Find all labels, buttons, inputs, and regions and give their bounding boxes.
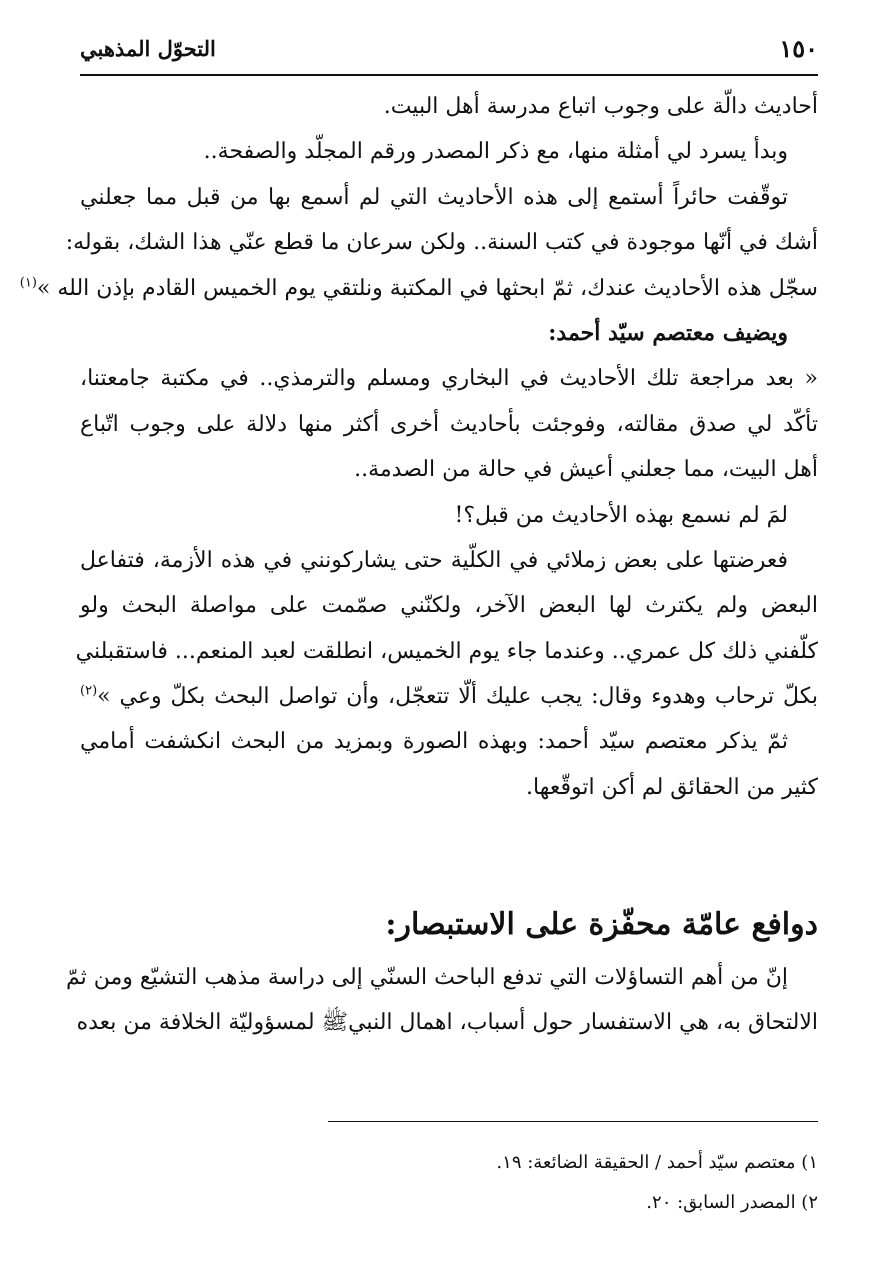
footnote-ref-1: (١) bbox=[19, 275, 37, 291]
text-line: فعرضتها على بعض زملائي في الكلّية حتى يشاركونني في هذه الأزمة، فتفاعل bbox=[80, 547, 788, 573]
text-line: ثمّ يذكر معتصم سيّد أحمد: وبهذه الصورة وبمزيد من البحث انكشفت أمامي bbox=[80, 729, 788, 755]
text-line: الالتحاق به، هي الاستفسار حول أسباب، اهمال النبيﷺ لمسؤوليّة الخلافة من بعده bbox=[76, 1010, 818, 1036]
page-header bbox=[80, 30, 818, 76]
main-text bbox=[19, 84, 818, 810]
section-text bbox=[66, 955, 818, 1046]
footnote-divider bbox=[328, 1121, 818, 1122]
text-line: وبدأ يسرد لي أمثلة منها، مع ذكر المصدر ورقم المجلّد والصفحة.. bbox=[203, 139, 788, 165]
text-line: البعض ولم يكترث لها البعض الآخر، ولكنّني صمّمت على مواصلة البحث ولو bbox=[80, 593, 818, 619]
text-line: « بعد مراجعة تلك الأحاديث في البخاري ومسلم والترمذي.. في مكتبة جامعتنا، bbox=[80, 366, 818, 392]
text-line: بكلّ ترحاب وهدوء وقال: يجب عليك ألّا تتعجّل، وأن تواصل البحث بكلّ وعي » bbox=[97, 684, 818, 710]
page-number: ١٥٠ bbox=[779, 34, 818, 63]
text-line-with-footnote bbox=[19, 266, 818, 311]
running-title: التحوّل المذهبي bbox=[80, 36, 216, 61]
footnote-ref-2: (٢) bbox=[80, 683, 98, 699]
text-line: أحاديث دالّة على وجوب اتباع مدرسة أهل البيت. bbox=[383, 94, 818, 119]
text-line-with-footnote bbox=[80, 674, 818, 719]
section-heading: دوافع عامّة محفّزة على الاستبصار: bbox=[385, 907, 818, 942]
text-line: إنّ من أهم التساؤلات التي تدفع الباحث السنّي إلى دراسة مذهب التشيّع ومن ثمّ bbox=[66, 965, 788, 990]
text-line: كثير من الحقائق لم أكن اتوقّعها. bbox=[526, 774, 818, 800]
text-line: توقّفت حائراً أستمع إلى هذه الأحاديث التي لم أسمع بها من قبل مما جعلني bbox=[80, 184, 788, 210]
text-line: لمَ لم نسمع بهذه الأحاديث من قبل؟! bbox=[454, 502, 788, 528]
text-line: ويضيف معتصم سيّد أحمد: bbox=[548, 319, 788, 346]
text-line: كلّفني ذلك كل عمري.. وعندما جاء يوم الخميس، انطلقت لعبد المنعم... فاستقبلني bbox=[75, 638, 818, 664]
text-line: تأكّد لي صدق مقالته، وفوجئت بأحاديث أخرى أكثر منها دلالة على وجوب اتّباع bbox=[80, 411, 818, 437]
text-line: أشك في أنّها موجودة في كتب السنة.. ولكن سرعان ما قطع عنّي هذا الشك، بقوله: bbox=[65, 230, 818, 256]
text-line: سجّل هذه الأحاديث عندك، ثمّ ابحثها في المكتبة ونلتقي يوم الخميس القادم بإذن الله » bbox=[36, 275, 818, 301]
footnote-1: ١) معتصم سيّد أحمد / الحقيقة الضائعة: ١٩. bbox=[496, 1152, 818, 1173]
text-line: أهل البيت، مما جعلني أعيش في حالة من الصدمة.. bbox=[354, 457, 818, 483]
footnote-2: ٢) المصدر السابق: ٢٠. bbox=[646, 1192, 818, 1213]
footnotes bbox=[300, 1143, 818, 1223]
